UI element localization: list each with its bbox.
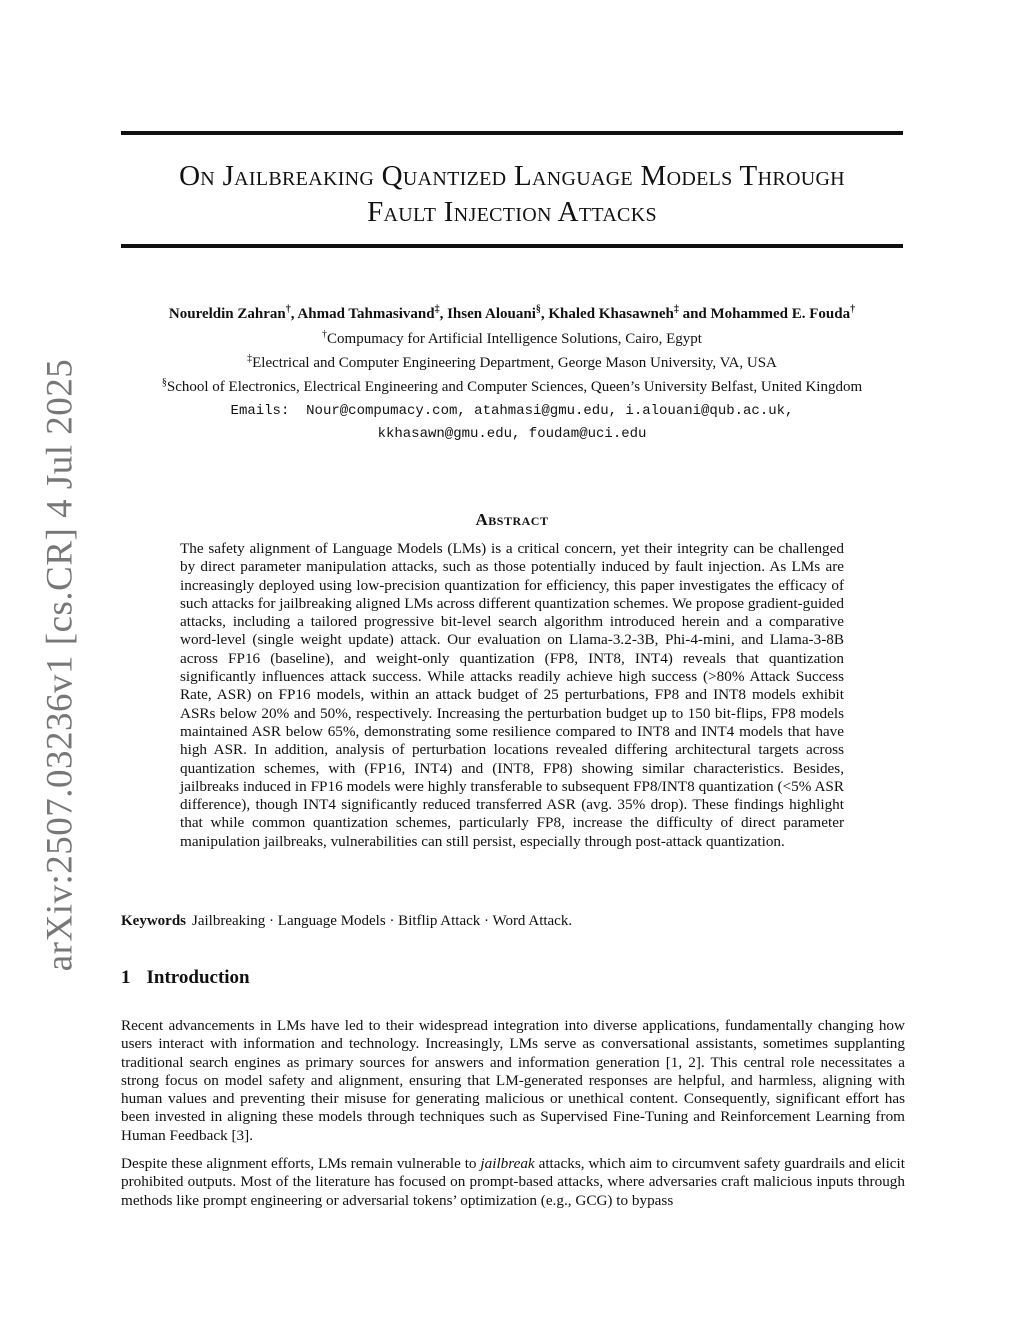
- author-5-mark: †: [850, 304, 856, 315]
- emails-line-1: Emails: Nour@compumacy.com, atahmasi@gmu.edu, i.alouani@qub.ac.uk,: [230, 403, 794, 419]
- author-list: [60, 304, 964, 323]
- affiliation-2-mark: ‡: [247, 353, 253, 364]
- keywords-label: Keywords: [121, 913, 186, 929]
- arxiv-identifier: arXiv:2507.03236v1 [cs.CR] 4 Jul 2025: [39, 358, 81, 972]
- affiliation-2: [40, 353, 984, 372]
- affiliation-3: [40, 377, 984, 396]
- paragraph-2-start: Despite these alignment efforts, LMs remain vulnerable to: [121, 1155, 481, 1172]
- author-2-mark: ‡: [434, 304, 440, 315]
- keywords-line: [121, 913, 572, 930]
- affiliation-1-mark: †: [322, 329, 328, 340]
- author-separator: ,: [540, 306, 549, 322]
- paragraph-2-end: attacks, which aim to circumvent safety guardrails and elicit prohibited outputs. Most of the literature has focused on prompt-based attacks, where adversaries craft malicious inputs through methods like prompt engineering or adversarial tokens’ optimization (e.g., GCG) to bypass: [121, 1155, 905, 1209]
- title-line-2: Fault Injection Attacks: [367, 196, 657, 228]
- author-separator: and: [678, 306, 711, 322]
- abstract-text: The safety alignment of Language Models (LMs) is a critical concern, yet their integrity can be challenged by direct parameter manipulation attacks, such as those potentially induced by fault injection. As LMs are increasingly deployed using low-precision quantization for efficiency, this paper investigates the efficacy of such attacks for jailbreaking aligned LMs across different quantization schemes. We propose gradient-guided attacks, including a tailored progressive bit-level search algorithm introduced herein and a comparative word-level (single weight update) attack. Our evaluation on Llama-3.2-3B, Phi-4-mini, and Llama-3-8B across FP16 (baseline), and weight-only quantization (FP8, INT8, INT4) reveals that quantization significantly influences attack success. While attacks readily achieve high success (>80% Attack Success Rate, ASR) on FP16 models, within an attack budget of 25 perturbations, FP8 and INT8 models exhibit ASRs below 20% and 50%, respectively. Increasing the perturbation budget up to 150 bit-flips, FP8 models maintained ASR below 65%, demonstrating some resilience compared to INT8 and INT4 models that have high ASR. In addition, analysis of perturbation locations revealed differing architectural targets across quantization schemes, with (FP16, INT4) and (INT8, FP8) showing similar characteristics. Besides, jailbreaks induced in FP16 models were highly transferable to subsequent FP8/INT8 quantization (<5% ASR difference), though INT4 significantly reduced transferred ASR (avg. 35% drop). These findings highlight that while common quantization schemes, particularly FP8, increase the difficulty of direct parameter manipulation jailbreaks, vulnerabilities can still persist, especially through post-attack quantization.: [180, 540, 844, 850]
- author-separator: ,: [439, 306, 448, 322]
- author-1-mark: †: [285, 304, 291, 315]
- keywords-text: Jailbreaking · Language Models · Bitflip Attack · Word Attack.: [192, 913, 573, 929]
- paper-title: [121, 158, 903, 230]
- title-top-rule: [121, 131, 903, 135]
- title-bottom-rule: [121, 244, 903, 248]
- author-3-mark: §: [535, 304, 541, 315]
- introduction-paragraph-2: [121, 1155, 905, 1210]
- emails-line-2: kkhasawn@gmu.edu, foudam@uci.edu: [377, 426, 647, 442]
- paragraph-2-emphasis: jailbreak: [480, 1155, 535, 1172]
- author-3: Ihsen Alouani: [447, 306, 536, 322]
- section-number: 1: [121, 967, 131, 988]
- author-separator: ,: [290, 306, 298, 322]
- author-2: Ahmad Tahmasivand: [297, 306, 435, 322]
- section-title: Introduction: [146, 967, 250, 988]
- author-4-mark: ‡: [673, 304, 679, 315]
- title-line-1: On Jailbreaking Quantized Language Models Through: [179, 160, 845, 192]
- section-heading-introduction: [121, 967, 250, 989]
- author-5: Mohammed E. Fouda: [710, 306, 851, 322]
- introduction-paragraph-1: Recent advancements in LMs have led to their widespread integration into diverse applications, fundamentally changing how users interact with information and technology. Increasingly, LMs serve as conversational assistants, sometimes supplanting traditional search engines as primary sources for answers and information generation [1, 2]. This central role necessitates a strong focus on model safety and alignment, ensuring that LM-generated responses are helpful, and harmless, aligning with human values and preventing their misuse for generating malicious or unethical content. Consequently, significant effort has been invested in aligning these models through techniques such as Supervised Fine-Tuning and Reinforcement Learning from Human Feedback [3].: [121, 1017, 905, 1144]
- affiliation-1-text: Compumacy for Artificial Intelligence Solutions, Cairo, Egypt: [327, 331, 702, 347]
- author-1: Noureldin Zahran: [168, 306, 286, 322]
- affiliation-2-text: Electrical and Computer Engineering Department, George Mason University, VA, USA: [252, 355, 777, 371]
- author-4: Khaled Khasawneh: [548, 306, 674, 322]
- affiliation-1: [40, 329, 984, 348]
- affiliation-3-mark: §: [161, 377, 167, 388]
- abstract-heading: Abstract: [475, 510, 549, 529]
- affiliation-3-text: School of Electronics, Electrical Engineering and Computer Sciences, Queen’s University Belfast, United Kingdom: [166, 379, 863, 395]
